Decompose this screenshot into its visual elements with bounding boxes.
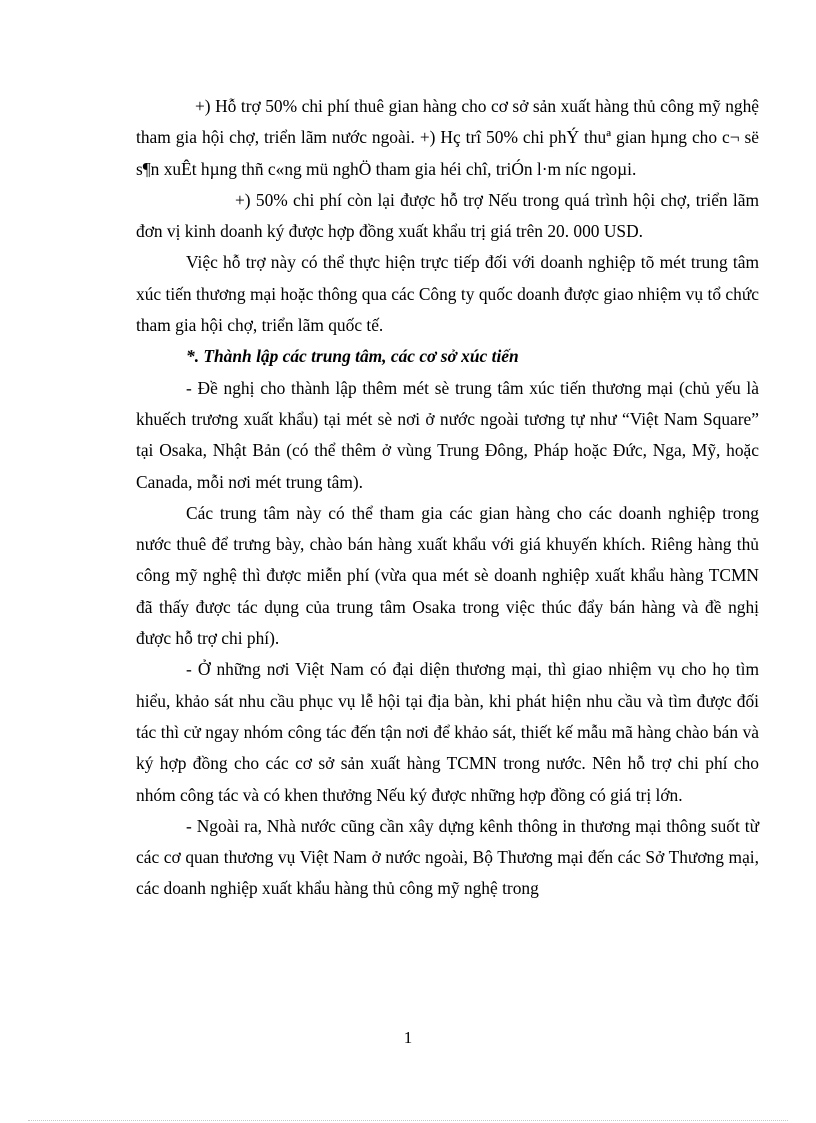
body-text <box>136 91 759 905</box>
section-heading: *. Thành lập các trung tâm, các cơ sở xúc tiến <box>186 346 519 367</box>
page-bottom-border <box>28 1120 788 1121</box>
paragraph-4: - Đề nghị cho thành lập thêm mét sè trung tâm xúc tiến thương mại (chủ yếu là khuếch trương xuất khẩu) tại mét sè nơi ở nước ngoài tương tự như “Việt Nam Square” tại Osaka, Nhật Bản (có thể thêm ở vùng Trung Đông, Pháp hoặc Đức, Nga, Mỹ, hoặc Canada, mỗi nơi mét trung tâm). <box>136 377 759 492</box>
paragraph-7: - Ngoài ra, Nhà nước cũng cần xây dựng kênh thông in thương mại thông suốt từ các cơ quan thương vụ Việt Nam ở nước ngoài, Bộ Thương mại đến các Sở Thương mại, các doanh nghiệp xuất khẩu hàng thủ công mỹ nghệ trong <box>136 815 759 899</box>
page-number: 1 <box>403 1028 413 1047</box>
paragraph-6: - Ở những nơi Việt Nam có đại diện thương mại, thì giao nhiệm vụ cho họ tìm hiểu, khảo sát nhu cầu phục vụ lễ hội tại địa bàn, khi phát hiện nhu cầu và tìm được đối tác thì cử ngay nhóm công tác đến tận nơi để khảo sát, thiết kế mẫu mã hàng chào bán và ký hợp đồng cho các cơ sở sản xuất hàng TCMN trong nước. Nên hỗ trợ chi phí cho nhóm công tác và có khen thưởng Nếu ký được những hợp đồng có giá trị lớn. <box>136 659 759 805</box>
paragraph-1: +) Hỗ trợ 50% chi phí thuê gian hàng cho cơ sở sản xuất hàng thủ công mỹ nghệ tham gia hội chợ, triển lãm nước ngoài. +) Hç trî 50% chi phÝ thuª gian hµng cho c¬ së s¶n xuÊt hµng thñ c«ng mü nghÖ tham gia héi chî, triÓn l·m níc ngoµi. <box>136 96 759 179</box>
paragraph-5: Các trung tâm này có thể tham gia các gian hàng cho các doanh nghiệp trong nước thuê để trưng bày, chào bán hàng xuất khẩu với giá khuyến khích. Riêng hàng thủ công mỹ nghệ thì được miễn phí (vừa qua mét sè doanh nghiệp xuất khẩu hàng TCMN đã thấy được tác dụng của trung tâm Osaka trong việc thúc đẩy bán hàng và đề nghị được hỗ trợ chi phí). <box>136 502 759 649</box>
paragraph-3: Việc hỗ trợ này có thể thực hiện trực tiếp đối với doanh nghiệp tõ mét trung tâm xúc tiến thương mại hoặc thông qua các Công ty quốc doanh được giao nhiệm vụ tổ chức tham gia hội chợ, triển lãm quốc tế. <box>136 252 759 336</box>
paragraph-2: +) 50% chi phí còn lại được hỗ trợ Nếu trong quá trình hội chợ, triển lãm đơn vị kinh doanh ký được hợp đồng xuất khẩu trị giá trên 20. 000 USD. <box>136 189 759 242</box>
